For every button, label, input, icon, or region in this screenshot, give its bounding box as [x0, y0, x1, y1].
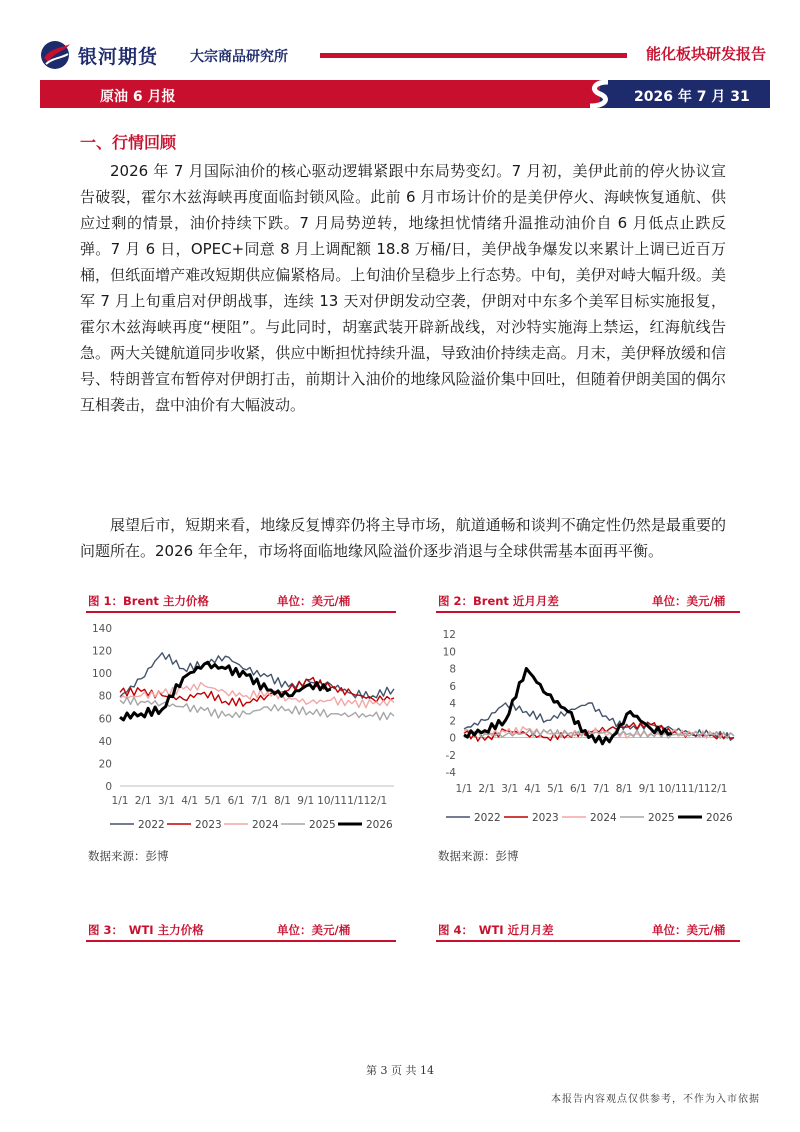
header-divider: [320, 53, 627, 58]
legend-label-2025: 2025: [648, 812, 675, 824]
x-tick-label: 1/1: [455, 783, 473, 795]
figure-1-rule: [86, 611, 396, 613]
x-tick-label: 9/1: [297, 795, 315, 807]
figure-3-unit: 单位：美元/桶: [277, 923, 351, 937]
legend-label-2023: 2023: [195, 819, 222, 831]
figure-4-unit: 单位：美元/桶: [652, 923, 726, 937]
x-tick-label: 8/1: [615, 783, 633, 795]
x-tick-label: 4/1: [524, 783, 542, 795]
figure-4-title: 图 4： WTI 近月月差: [438, 923, 554, 937]
paragraph-review: 2026 年 7 月国际油价的核心驱动逻辑紧跟中东局势变幻。7 月初，美伊此前的停火协议宣告破裂，霍尔木兹海峡再度面临封锁风险。此前 6 月市场计价的是美伊停火、海峡恢复通航、供应过剩的情景，油价持续下跌。7 月局势逆转，地缘担忧情绪升温推动油价自 6 月低点止跌反弹。7 月 6 日，OPEC+同意 8 月上调配额 18.8 万桶/日，美伊战争爆发以来累计上调已近百万桶，但纸面增产难改短期供应偏紧格局。上旬油价呈稳步上行态势。中旬，美伊对峙大幅升级。美军 7 月上旬重启对伊朗战事，连续 13 天对伊朗发动空袭，伊朗对中东多个美军目标实施报复，霍尔木兹海峡再度“梗阻”。与此同时，胡塞武装开辟新战线，对沙特实施海上禁运，红海航线告急。两大关键航道同步收紧，供应中断担忧持续升温，导致油价持续走高。月末，美伊释放缓和信号、特朗普宣布暂停对伊朗打击，前期计入油价的地缘风险溢价集中回吐，但随着伊朗美国的偶尔互相袭击，盘中油价有大幅波动。: [80, 162, 726, 414]
legend-label-2026: 2026: [706, 812, 733, 824]
brent-price-chart: [84, 614, 400, 840]
figure-2-unit: 单位：美元/桶: [652, 594, 726, 608]
x-tick-label: 1/1: [111, 795, 129, 807]
x-tick-label: 5/1: [547, 783, 564, 795]
x-tick-label: 10/1: [658, 783, 682, 795]
y-tick-label: 140: [91, 623, 112, 635]
institute-name: 大宗商品研究所: [190, 49, 288, 65]
y-tick-label: 2: [449, 715, 456, 728]
legend-label-2024: 2024: [252, 819, 279, 831]
y-tick-label: 0: [449, 732, 456, 745]
y-tick-label: 10: [442, 646, 456, 659]
legend-label-2023: 2023: [532, 812, 559, 824]
x-tick-label: 12/1: [703, 783, 728, 795]
figure-2-title: 图 2：Brent 近月月差: [438, 594, 559, 608]
y-tick-label: -4: [445, 767, 456, 779]
x-tick-label: 4/1: [181, 795, 199, 807]
y-tick-label: 4: [449, 698, 456, 710]
figure-1-title: 图 1：Brent 主力价格: [88, 594, 209, 608]
company-logo-icon: [40, 40, 74, 70]
x-tick-label: 6/1: [569, 783, 587, 795]
x-tick-label: 3/1: [157, 795, 175, 807]
s-wave-icon: [580, 80, 620, 108]
legend-label-2025: 2025: [309, 819, 336, 831]
legend-label-2024: 2024: [590, 812, 617, 824]
x-tick-label: 2/1: [134, 795, 152, 807]
y-tick-label: 80: [98, 690, 112, 703]
company-name: 银河期货: [78, 46, 159, 68]
y-tick-label: 100: [91, 668, 112, 681]
y-tick-label: 12: [442, 629, 456, 641]
x-tick-label: 11/1: [340, 795, 365, 807]
y-tick-label: 60: [98, 713, 112, 726]
figure-1-unit: 单位：美元/桶: [277, 594, 351, 608]
legend-label-2022: 2022: [474, 812, 501, 824]
y-tick-label: 0: [105, 781, 112, 793]
figure-1-source: 数据来源：彭博: [88, 849, 169, 863]
x-tick-label: 2/1: [478, 783, 496, 795]
legend-label-2026: 2026: [366, 819, 393, 831]
y-tick-label: 20: [98, 758, 112, 771]
y-tick-label: -2: [445, 749, 456, 762]
x-tick-label: 12/1: [363, 795, 388, 807]
figure-2-rule: [436, 611, 740, 613]
disclaimer: 本报告内容观点仅供参考，不作为入市依据: [551, 1094, 760, 1105]
x-tick-label: 3/1: [501, 783, 519, 795]
y-tick-label: 120: [91, 645, 112, 658]
paragraph-outlook: 展望后市，短期来看，地缘反复博弈仍将主导市场，航道通畅和谈判不确定性仍然是最重要的问题所在。2026 年全年，市场将面临地缘风险溢价逐步消退与全球供需基本面再平衡。: [80, 516, 726, 560]
x-tick-label: 7/1: [250, 795, 268, 807]
report-type: 能化板块研发报告: [645, 45, 766, 63]
x-tick-label: 5/1: [204, 795, 222, 807]
section-title: 一、行情回顾: [80, 133, 177, 152]
x-tick-label: 8/1: [274, 795, 291, 807]
figure-2-source: 数据来源：彭博: [438, 849, 519, 863]
y-tick-label: 40: [98, 735, 112, 748]
figure-3-rule: [86, 940, 396, 942]
x-tick-label: 7/1: [592, 783, 610, 795]
x-tick-label: 11/1: [681, 783, 705, 795]
x-tick-label: 6/1: [227, 795, 245, 807]
report-date: 2026 年 7 月 31 日: [634, 89, 750, 125]
x-tick-label: 9/1: [638, 783, 656, 795]
legend-label-2022: 2022: [138, 819, 165, 831]
y-tick-label: 6: [449, 680, 456, 693]
x-tick-label: 10/1: [317, 795, 341, 807]
title-banner: [40, 80, 764, 125]
series-line-2022: [120, 653, 394, 699]
y-tick-label: 8: [449, 663, 456, 676]
report-title: 原油 6 月报: [100, 89, 176, 105]
figure-4-rule: [436, 940, 740, 942]
page-number: 第 3 页 共 14: [366, 1064, 434, 1077]
figure-3-title: 图 3： WTI 主力价格: [88, 923, 204, 937]
brent-spread-chart: [434, 614, 744, 840]
